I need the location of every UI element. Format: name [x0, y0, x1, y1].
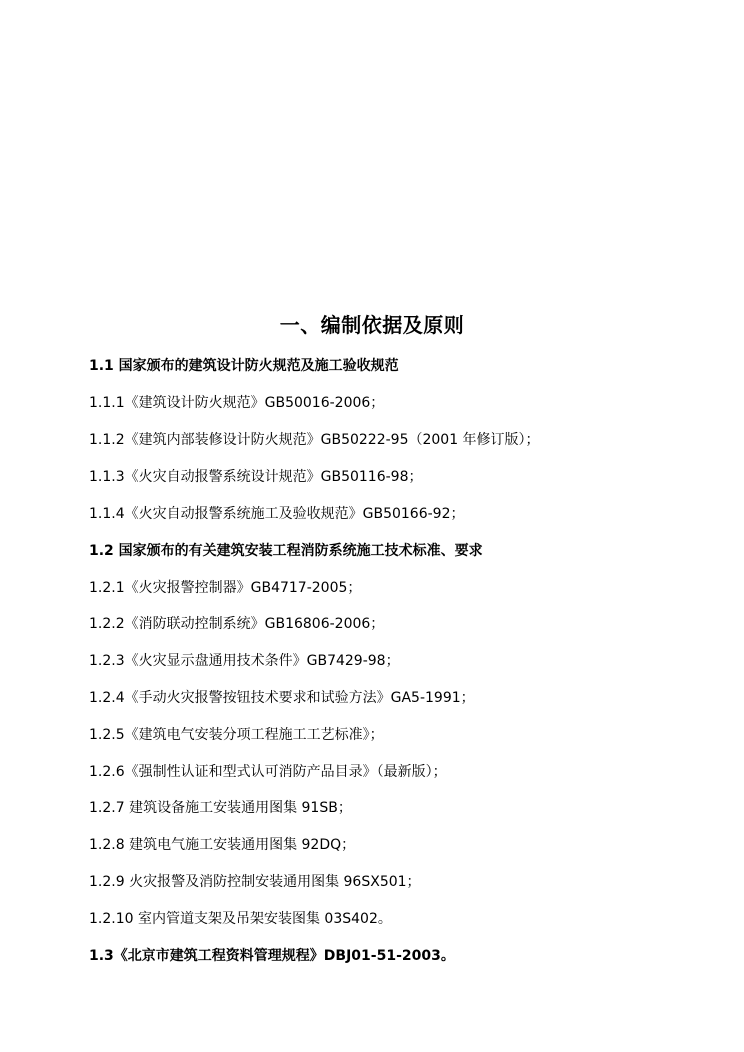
list-item: 1.2.3《火灾显示盘通用技术条件》GB7429-98；	[89, 653, 400, 669]
list-item: 1.1.3《火灾自动报警系统设计规范》GB50116-98；	[89, 469, 423, 485]
list-item: 1.2.7 建筑设备施工安装通用图集 91SB；	[89, 800, 352, 816]
list-item: 1.2.4《手动火灾报警按钮技术要求和试验方法》GA5-1991；	[89, 690, 475, 706]
heading-1-2: 1.2 国家颁布的有关建筑安装工程消防系统施工技术标准、要求	[89, 543, 483, 559]
heading-1-3: 1.3《北京市建筑工程资料管理规程》DBJ01-51-2003。	[89, 948, 455, 964]
list-item: 1.2.5《建筑电气安装分项工程施工工艺标准》；	[89, 727, 384, 743]
list-item: 1.2.6《强制性认证和型式认可消防产品目录》（最新版）；	[89, 764, 447, 780]
list-item: 1.1.2《建筑内部装修设计防火规范》GB50222-95（2001 年修订版）；	[89, 432, 540, 448]
heading-1-1: 1.1 国家颁布的建筑设计防火规范及施工验收规范	[89, 358, 399, 374]
list-item: 1.1.4《火灾自动报警系统施工及验收规范》GB50166-92；	[89, 506, 465, 522]
list-item: 1.2.8 建筑电气施工安装通用图集 92DQ；	[89, 837, 356, 853]
list-item: 1.1.1《建筑设计防火规范》GB50016-2006；	[89, 395, 385, 411]
list-item: 1.2.9 火灾报警及消防控制安装通用图集 96SX501；	[89, 874, 421, 890]
list-item: 1.2.1《火灾报警控制器》GB4717-2005；	[89, 580, 362, 596]
list-item: 1.2.2《消防联动控制系统》GB16806-2006；	[89, 616, 385, 632]
list-item: 1.2.10 室内管道支架及吊架安装图集 03S402。	[89, 911, 392, 927]
section-title: 一、编制依据及原则	[279, 313, 465, 337]
